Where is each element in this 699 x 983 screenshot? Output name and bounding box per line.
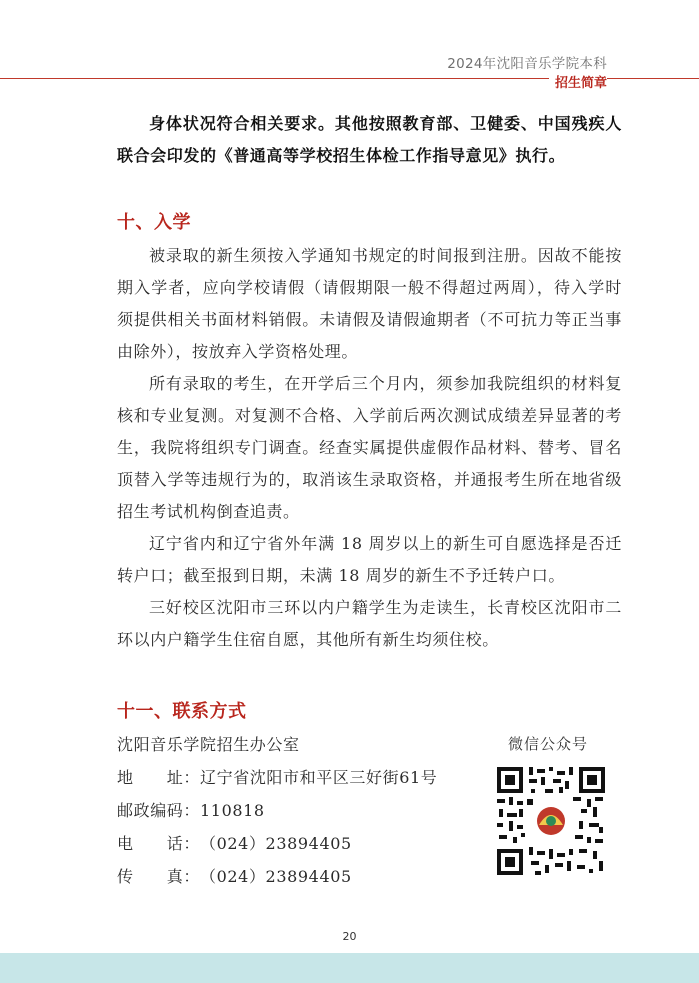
fax-label: 传 真： bbox=[117, 867, 201, 886]
address-label: 地 址： bbox=[117, 768, 201, 787]
address-value: 辽宁省沈阳市和平区三好街61号 bbox=[200, 768, 438, 787]
contact-address bbox=[117, 767, 437, 789]
postcode-value: 110818 bbox=[200, 801, 265, 820]
intro-paragraph: 身体状况符合相关要求。其他按照教育部、卫健委、中国残疾人联合会印发的《普通高等学校招生体检工作指导意见》执行。 bbox=[117, 114, 622, 165]
contact-fax bbox=[117, 866, 352, 888]
header-title: 2024年沈阳音乐学院本科 bbox=[447, 56, 607, 72]
section-heading-enrollment: 十、入学 bbox=[117, 212, 191, 233]
phone-label: 电 话： bbox=[117, 834, 201, 853]
wechat-qr-code-icon bbox=[495, 765, 607, 877]
header-subtitle: 招生简章 bbox=[549, 72, 607, 91]
contact-postcode bbox=[117, 800, 265, 822]
enrollment-paragraph-2: 所有录取的考生，在开学后三个月内，须参加我院组织的材料复核和专业复测。对复测不合格、入学前后两次测试成绩差异显著的考生，我院将组织专门调查。经查实属提供虚假作品材料、替考、冒名顶替入学等违规行为的，取消该生录取资格，并通报考生所在地省级招生考试机构倒查追责。 bbox=[117, 374, 622, 521]
enrollment-paragraph-4: 三好校区沈阳市三环以内户籍学生为走读生，长青校区沈阳市二环以内户籍学生住宿自愿，其他所有新生均须住校。 bbox=[117, 598, 622, 649]
page-number: 20 bbox=[342, 930, 357, 943]
contact-office: 沈阳音乐学院招生办公室 bbox=[117, 735, 300, 754]
footer-band bbox=[0, 953, 699, 983]
enrollment-paragraph-3: 辽宁省内和辽宁省外年满 18 周岁以上的新生可自愿选择是否迁转户口；截至报到日期，未满 18 周岁的新生不予迁转户口。 bbox=[117, 534, 622, 585]
section-heading-contact: 十一、联系方式 bbox=[117, 701, 247, 722]
enrollment-paragraph-1: 被录取的新生须按入学通知书规定的时间报到注册。因故不能按期入学者，应向学校请假（请假期限一般不得超过两周），待入学时须提供相关书面材料销假。未请假及请假逾期者（不可抗力等正当事由除外），按放弃入学资格处理。 bbox=[117, 246, 622, 361]
phone-value: （024）23894405 bbox=[200, 834, 352, 853]
contact-phone bbox=[117, 833, 352, 855]
fax-value: （024）23894405 bbox=[200, 867, 352, 886]
wechat-label: 微信公众号 bbox=[508, 735, 589, 753]
postcode-label: 邮政编码： bbox=[117, 801, 201, 820]
